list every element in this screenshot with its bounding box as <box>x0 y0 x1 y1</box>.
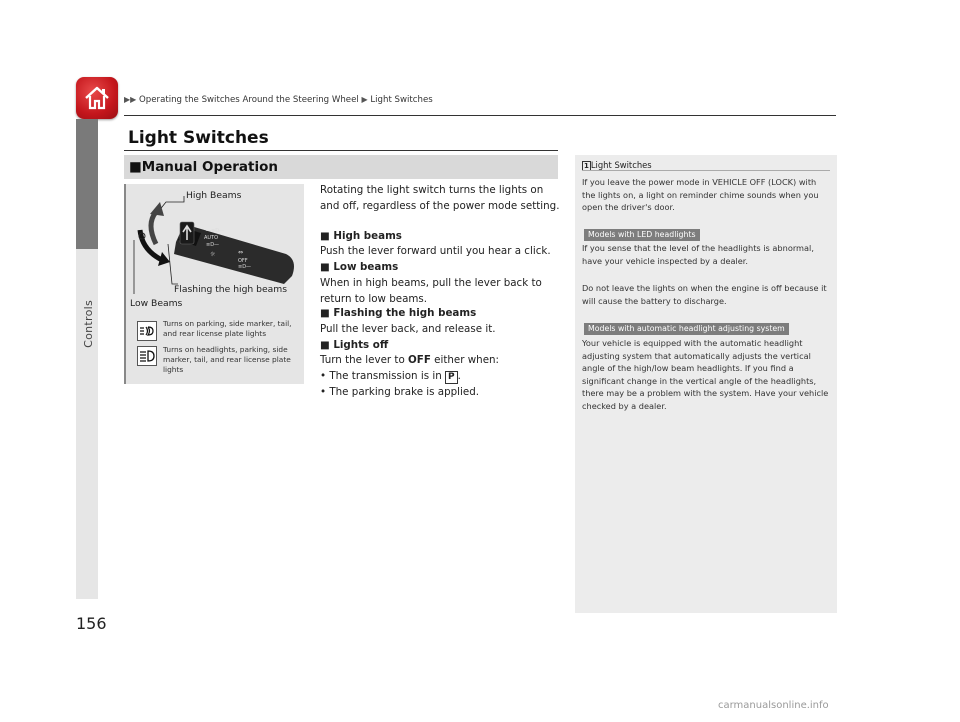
bullet-parking-brake-text: The parking brake is applied. <box>329 386 480 398</box>
bullet-transmission-text: The transmission is in <box>329 370 442 382</box>
heading-lights-off <box>320 338 560 354</box>
heading-flashing-text: Flashing the high beams <box>333 307 477 319</box>
heading-marker: ■ <box>320 261 330 273</box>
breadcrumb <box>124 95 433 105</box>
lights-off-text-pre: Turn the lever to <box>320 354 405 366</box>
park-key-icon: P <box>445 371 458 384</box>
heading-marker: ■ <box>320 230 330 242</box>
label-flashing-high-beams: Flashing the high beams <box>174 284 288 295</box>
lever-auto-label: AUTO <box>204 235 219 241</box>
lights-off-text-post: either when: <box>434 354 500 366</box>
title-rule <box>124 150 558 151</box>
high-beams-text: Push the lever forward until you hear a click. <box>320 245 551 257</box>
headlight-icon <box>137 346 157 366</box>
flashing-text: Pull the lever back, and release it. <box>320 323 496 335</box>
heading-low-beams-text: Low beams <box>333 261 399 273</box>
heading-flashing <box>320 306 560 322</box>
side-tab-marker <box>76 119 98 249</box>
breadcrumb-link-switches[interactable]: Operating the Switches Around the Steering Wheel <box>139 95 359 105</box>
heading-marker: ■ <box>320 339 330 351</box>
heading-high-beams-text: High beams <box>333 230 402 242</box>
model-tag-led: Models with LED headlights <box>584 229 700 241</box>
section-marker: ■ <box>129 159 142 175</box>
breadcrumb-arrow-icon: ▶ <box>361 95 368 104</box>
note-reference-icon: 1 <box>584 162 589 170</box>
lever-off-label: OFF <box>238 258 248 264</box>
bullet-marker: • <box>320 370 327 382</box>
off-word: OFF <box>408 354 431 366</box>
watermark: carmanualsonline.info <box>718 700 829 711</box>
heading-low-beams <box>320 260 560 276</box>
note-battery: Do not leave the lights on when the engine is off because it will cause the battery to discharge. <box>582 283 827 306</box>
intro-paragraph: Rotating the light switch turns the lights on and off, regardless of the power mode setting. <box>320 184 560 212</box>
label-low-beams: Low Beams <box>130 298 183 309</box>
section-title-text: Manual Operation <box>141 159 278 175</box>
bullet-transmission: • The transmission is in P . <box>320 370 461 382</box>
parking-light-icon <box>137 321 157 341</box>
page-title: Light Switches <box>128 128 269 148</box>
svg-text:☼: ☼ <box>210 251 216 258</box>
label-high-beams: High Beams <box>186 190 242 201</box>
side-tab-controls[interactable]: Controls <box>82 300 95 348</box>
legend-headlight-text: Turns on headlights, parking, side marker, tail, and rear license plate lights <box>163 345 291 374</box>
legend-parking-text: Turns on parking, side marker, tail, and rear license plate lights <box>163 319 292 338</box>
model-tag-auto-adjust: Models with automatic headlight adjusting system <box>584 323 789 335</box>
svg-text:⇔: ⇔ <box>238 249 244 256</box>
low-beams-text: When in high beams, pull the lever back to return to low beams. <box>320 277 542 305</box>
bullet-marker: • <box>320 386 327 398</box>
note-headlight-level: If you sense that the level of the headlights is abnormal, have your vehicle inspected by a dealer. <box>582 243 814 266</box>
notes-title-rule <box>582 170 830 171</box>
lights-off-text <box>320 353 560 369</box>
heading-high-beams <box>320 229 560 245</box>
svg-text:≡D—: ≡D— <box>206 242 220 248</box>
breadcrumb-arrows-icon: ▶▶ <box>124 95 137 104</box>
section-title <box>129 159 278 175</box>
breadcrumb-link-light-switches[interactable]: Light Switches <box>370 95 433 105</box>
svg-text:≡D—: ≡D— <box>238 264 252 270</box>
notes-title-text: Light Switches <box>590 160 652 170</box>
page-number: 156 <box>76 614 107 633</box>
svg-text:—≡D—: —≡D— <box>206 228 225 234</box>
home-button[interactable] <box>76 77 118 119</box>
note-power-mode: If you leave the power mode in VEHICLE OFF (LOCK) with the lights on, a light on reminder chime sounds when you open the driver's door. <box>582 177 819 213</box>
bullet-parking-brake <box>320 385 560 401</box>
heading-lights-off-text: Lights off <box>333 339 389 351</box>
home-icon <box>82 83 112 113</box>
header-rule <box>124 115 836 116</box>
note-auto-adjust: Your vehicle is equipped with the automatic headlight adjusting system that automatically adjusts the vertical angle of the high/low beam headlights. If you find a significant change in the vertical angle of the headlights, there may be a problem with the system. Have your vehicle checked by a dealer. <box>582 338 829 411</box>
heading-marker: ■ <box>320 307 330 319</box>
